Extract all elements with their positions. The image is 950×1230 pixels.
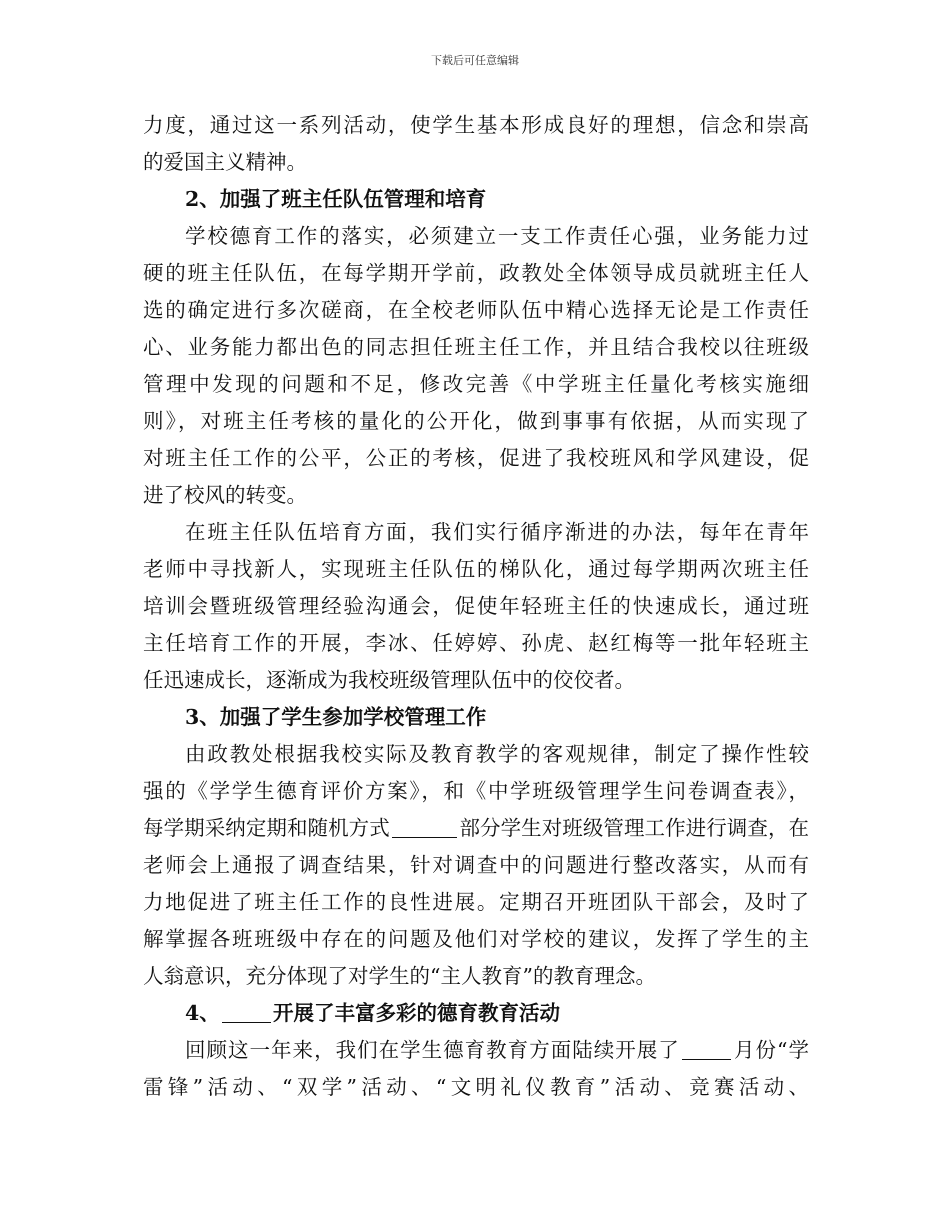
paragraph-line [143, 810, 809, 847]
paragraph-line: 主任培育工作的开展，李冰、任婷婷、孙虎、赵红梅等一批年轻班主 [143, 631, 809, 655]
paragraph-line: 选的确定进行多次磋商，在全校老师队伍中精心选择无论是工作责任 [143, 298, 809, 322]
paragraph-line: 解掌握各班班级中存在的问题及他们对学校的建议，发挥了学生的主 [143, 927, 809, 951]
paragraph-line: 老师会上通报了调查结果，针对调查中的问题进行整改落实，从而有 [143, 853, 809, 877]
paragraph-line: 由政教处根据我校实际及教育教学的客观规律，制定了操作性较 [185, 742, 809, 766]
paragraph-line: 则》，对班主任考核的量化的公开化，做到事事有依据，从而实现了 [143, 409, 809, 433]
paragraph-line: 雷锋”活动、“双学”活动、“文明礼仪教育”活动、竞赛活动、 [143, 1075, 809, 1099]
paragraph-line: 学校德育工作的落实，必须建立一支工作责任心强，业务能力过 [185, 224, 809, 248]
fill-blank [392, 817, 458, 839]
paragraph-line: 人翁意识，充分体现了对学生的“主人教育”的教育理念。 [143, 964, 656, 988]
paragraph-line: 力度，通过这一系列活动，使学生基本形成良好的理想，信念和崇高 [143, 113, 809, 137]
paragraph-line: 硬的班主任队伍，在每学期开学前，政教处全体领导成员就班主任人 [143, 261, 809, 285]
fill-blank [682, 1039, 731, 1061]
section-heading [143, 995, 809, 1032]
line-text: 部分学生对班级管理工作进行调查，在 [459, 816, 809, 840]
line-text: 每学期采纳定期和随机方式 [143, 816, 390, 840]
paragraph-line: 对班主任工作的公平，公正的考核，促进了我校班风和学风建设，促 [143, 446, 809, 470]
line-text: 月份“学 [732, 1038, 809, 1062]
paragraph-line [143, 1032, 809, 1069]
paragraph-line: 培训会暨班级管理经验沟通会，促使年轻班主任的快速成长，通过班 [143, 594, 809, 618]
paragraph-line: 力地促进了班主任工作的良性进展。定期召开班团队干部会，及时了 [143, 890, 809, 914]
page-header: 下载后可任意编辑 [431, 54, 519, 67]
paragraph-line: 在班主任队伍培育方面，我们实行循序渐进的办法，每年在青年 [185, 520, 809, 544]
paragraph-line: 任迅速成长，逐渐成为我校班级管理队伍中的佼佼者。 [143, 668, 635, 692]
fill-blank [222, 1002, 271, 1024]
paragraph-line: 老师中寻找新人，实现班主任队伍的梯队化，通过每学期两次班主任 [143, 557, 809, 581]
heading-text: 开展了丰富多彩的德育教育活动 [272, 1001, 560, 1025]
paragraph-line: 进了校风的转变。 [143, 483, 307, 507]
paragraph-line: 的爱国主义精神。 [143, 150, 307, 174]
section-heading: 2、加强了班主任队伍管理和培育 [185, 187, 487, 211]
heading-number: 4、 [185, 1001, 220, 1025]
document-body [143, 107, 809, 1106]
paragraph-line: 管理中发现的问题和不足，修改完善《中学班主任量化考核实施细 [143, 372, 809, 396]
section-heading: 3、加强了学生参加学校管理工作 [185, 705, 487, 729]
line-text: 回顾这一年来，我们在学生德育教育方面陆续开展了 [185, 1038, 680, 1062]
paragraph-line: 心、业务能力都出色的同志担任班主任工作，并且结合我校以往班级 [143, 335, 809, 359]
paragraph-line: 强的《学学生德育评价方案》，和《中学班级管理学生问卷调查表》， [143, 779, 809, 803]
